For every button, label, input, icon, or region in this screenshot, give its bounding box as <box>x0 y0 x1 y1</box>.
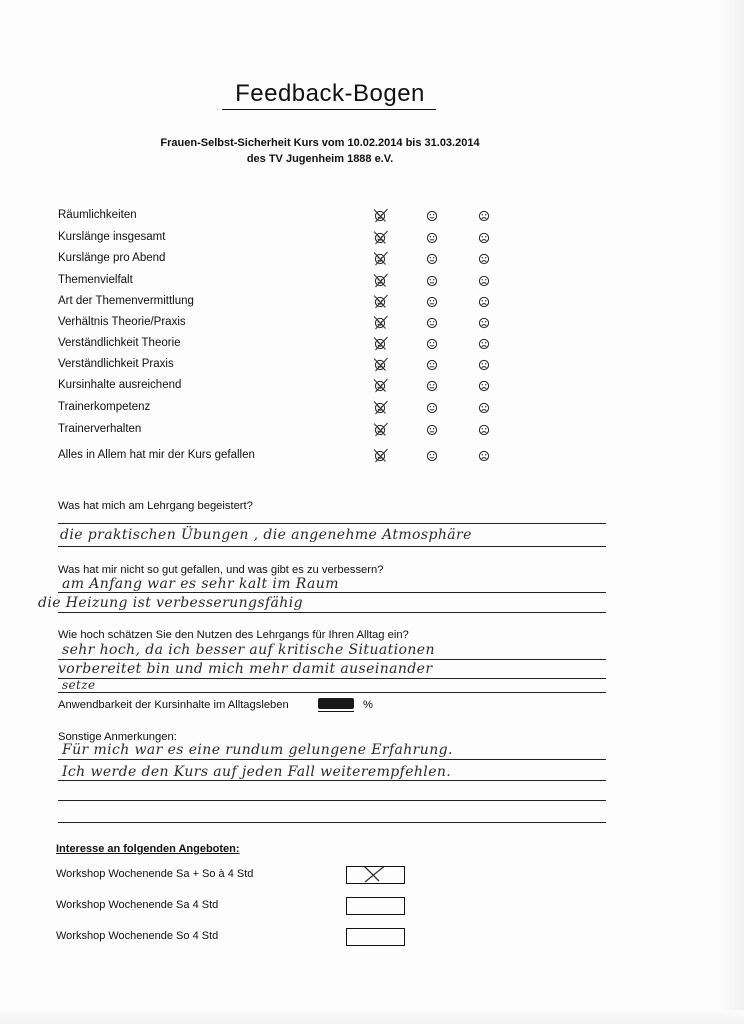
criterion-label: Kursinhalte ausreichend <box>58 379 182 391</box>
happy-face-icon[interactable] <box>370 334 390 354</box>
criterion-label: Kurslänge insgesamt <box>58 231 166 243</box>
answer-line <box>58 800 606 801</box>
answer-benefit-line-1[interactable]: sehr hoch, da ich besser auf kritische Situationen <box>62 642 435 658</box>
sad-face-icon[interactable] <box>474 355 494 375</box>
neutral-face-icon[interactable] <box>422 334 442 354</box>
happy-face-icon[interactable] <box>370 376 390 396</box>
sad-face-icon[interactable] <box>474 206 494 226</box>
happy-face-icon[interactable] <box>370 398 390 418</box>
offer-label-saturday: Workshop Wochenende Sa 4 Std <box>56 899 219 911</box>
criterion-label: Verständlichkeit Praxis <box>58 358 174 370</box>
happy-face-icon[interactable] <box>370 228 390 248</box>
criterion-label: Trainerverhalten <box>58 423 142 435</box>
answer-remarks-line-2[interactable]: Ich werde den Kurs auf jeden Fall weiterempfehlen. <box>62 764 452 780</box>
answer-improvements-line-2[interactable]: die Heizung ist verbesserungsfähig <box>38 595 303 611</box>
answer-line <box>58 546 606 547</box>
happy-face-icon[interactable] <box>370 271 390 291</box>
answer-line <box>58 822 606 823</box>
neutral-face-icon[interactable] <box>422 206 442 226</box>
sad-face-icon[interactable] <box>474 398 494 418</box>
question-benefit: Wie hoch schätzen Sie den Nutzen des Lehrgangs für Ihren Alltag ein? <box>58 629 409 641</box>
happy-face-icon[interactable] <box>370 355 390 375</box>
happy-face-icon[interactable] <box>370 313 390 333</box>
neutral-face-icon[interactable] <box>422 398 442 418</box>
neutral-face-icon[interactable] <box>422 420 442 440</box>
sad-face-icon[interactable] <box>474 376 494 396</box>
answer-line <box>58 678 606 679</box>
criterion-label: Verständlichkeit Theorie <box>58 337 181 349</box>
neutral-face-icon[interactable] <box>422 355 442 375</box>
neutral-face-icon[interactable] <box>422 271 442 291</box>
neutral-face-icon[interactable] <box>422 376 442 396</box>
criterion-label: Themenvielfalt <box>58 274 133 286</box>
criterion-label: Alles in Allem hat mir der Kurs gefallen <box>58 449 255 461</box>
criterion-label: Trainerkompetenz <box>58 401 151 413</box>
answer-line <box>58 692 606 693</box>
happy-face-icon[interactable] <box>370 206 390 226</box>
sad-face-icon[interactable] <box>474 446 494 466</box>
neutral-face-icon[interactable] <box>422 313 442 333</box>
question-improvements: Was hat mir nicht so gut gefallen, und was gibt es zu verbessern? <box>58 564 384 576</box>
offer-label-sunday: Workshop Wochenende So 4 Std <box>56 930 219 942</box>
question-enthusiasm: Was hat mich am Lehrgang begeistert? <box>58 500 253 512</box>
answer-remarks-line-1[interactable]: Für mich war es eine rundum gelungene Erfahrung. <box>62 742 453 758</box>
answer-benefit-line-3[interactable]: setze <box>62 678 96 692</box>
title-underline <box>222 109 436 110</box>
offers-heading: Interesse an folgenden Angeboten: <box>56 843 240 855</box>
applicability-underline <box>318 711 354 712</box>
answer-line <box>58 759 606 760</box>
happy-face-icon[interactable] <box>370 446 390 466</box>
answer-line <box>58 523 606 524</box>
sad-face-icon[interactable] <box>474 271 494 291</box>
scan-edge-right <box>720 0 744 1024</box>
page-title: Feedback-Bogen <box>235 80 425 107</box>
criterion-label: Verhältnis Theorie/Praxis <box>58 316 186 328</box>
sad-face-icon[interactable] <box>474 292 494 312</box>
criterion-label: Räumlichkeiten <box>58 209 137 221</box>
remarks-label: Sonstige Anmerkungen: <box>58 731 177 743</box>
criterion-label: Kurslänge pro Abend <box>58 252 166 264</box>
neutral-face-icon[interactable] <box>422 228 442 248</box>
happy-face-icon[interactable] <box>370 249 390 269</box>
checkbox-cross-mark-icon <box>347 867 404 883</box>
offer-checkbox-sunday[interactable] <box>346 928 405 946</box>
answer-benefit-line-2[interactable]: vorbereitet bin und mich mehr damit auseinander <box>58 661 433 677</box>
sad-face-icon[interactable] <box>474 334 494 354</box>
sad-face-icon[interactable] <box>474 228 494 248</box>
scan-edge-bottom <box>0 1010 744 1024</box>
answer-line <box>58 592 606 593</box>
applicability-label: Anwendbarkeit der Kursinhalte im Alltagsleben <box>58 699 289 711</box>
offer-checkbox-weekend-both[interactable] <box>346 866 405 884</box>
answer-line <box>58 612 606 613</box>
offer-label-weekend-both: Workshop Wochenende Sa + So à 4 Std <box>56 868 254 880</box>
answer-improvements-line-1[interactable]: am Anfang war es sehr kalt im Raum <box>62 576 339 592</box>
neutral-face-icon[interactable] <box>422 249 442 269</box>
neutral-face-icon[interactable] <box>422 292 442 312</box>
applicability-redacted-value[interactable] <box>318 698 354 709</box>
answer-enthusiasm-line-1[interactable]: die praktischen Übungen , die angenehme Atmosphäre <box>60 527 472 543</box>
answer-line <box>58 780 606 781</box>
happy-face-icon[interactable] <box>370 420 390 440</box>
neutral-face-icon[interactable] <box>422 446 442 466</box>
club-subtitle: des TV Jugenheim 1888 e.V. <box>246 153 394 165</box>
answer-line <box>58 659 606 660</box>
offer-checkbox-saturday[interactable] <box>346 897 405 915</box>
sad-face-icon[interactable] <box>474 420 494 440</box>
sad-face-icon[interactable] <box>474 249 494 269</box>
criterion-label: Art der Themenvermittlung <box>58 295 194 307</box>
course-subtitle: Frauen-Selbst-Sicherheit Kurs vom 10.02.2014 bis 31.03.2014 <box>160 137 480 149</box>
sad-face-icon[interactable] <box>474 313 494 333</box>
happy-face-icon[interactable] <box>370 292 390 312</box>
applicability-percent-sign: % <box>363 699 373 711</box>
